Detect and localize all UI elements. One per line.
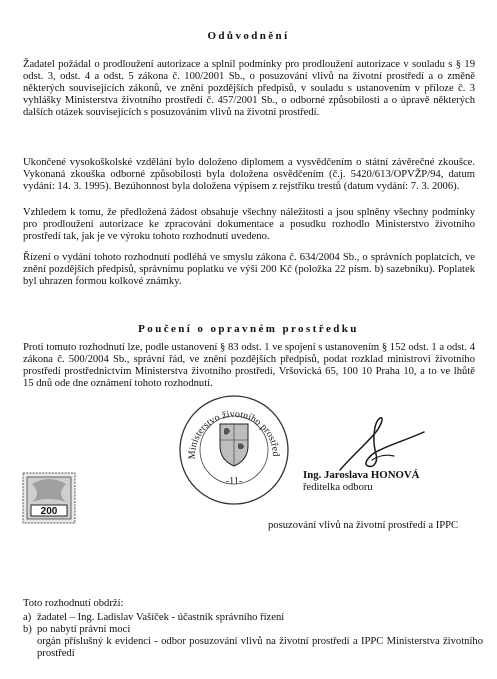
paragraph-4 xyxy=(23,252,475,288)
signatory-department: posuzování vlivů na životní prostředí a IPPC xyxy=(268,520,459,531)
signatory-role: ředitelka odboru xyxy=(303,482,373,493)
paragraph-2 xyxy=(23,157,475,193)
paragraph-text: Vzhledem k tomu, že předložená žádost obsahuje všechny náležitosti a jsou splněny všechny podmínky pro prodloužení autorizace ke zpracování dokumentace a posudku rozhodlo Ministerstvo životního prostředí tak, jak je ve výroku tohoto rozhodnutí uvedeno. xyxy=(23,207,475,243)
list-item xyxy=(23,612,483,624)
paragraph-text: Žadatel požádal o prodloužení autorizace a splnil podmínky pro prodloužení autorizace v souladu s § 19 odst. 3, odst. 4 a odst. 5 zákona č. 100/2001 Sb., o posuzování vlivů na životní prostředí a o změně některých souvisejících zákonů, ve znění pozdějších předpisů, v souladu s ustanovením v příloze č. 3 vyhlášky Ministerstva životního prostředí č. 457/2001 Sb., o odborné způsobilosti a o úpravě některých dalších otázek souvisejících s posuzováním vlivů na životní prostředí. xyxy=(23,59,475,119)
recipients-list xyxy=(23,598,483,660)
seal-number: -11- xyxy=(225,476,243,487)
section-heading-reasoning: Odůvodnění xyxy=(207,30,290,42)
list-item-subtext: orgán příslušný k evidenci - odbor posuzování vlivů na životní prostředí a IPPC Ministerstva životního prostředí xyxy=(37,636,483,660)
stamp-value: 200 xyxy=(40,506,58,517)
signatory-name: Ing. Jaroslava HONOVÁ xyxy=(303,469,420,481)
list-item xyxy=(23,624,483,636)
list-item-key: b) xyxy=(23,624,32,636)
paragraph-text: Řízení o vydání tohoto rozhodnutí podléhá ve smyslu zákona č. 634/2004 Sb., o správních poplatcích, ve znění pozdějších předpisů, správnímu poplatku ve výši 200 Kč (položka 22 písm. b) sazebníku). Poplatek byl uhrazen formou kolkové známky. xyxy=(23,252,475,288)
recipients-title: Toto rozhodnutí obdrží: xyxy=(23,598,124,609)
list-item-key: a) xyxy=(23,612,32,624)
section-heading-appeal: Poučení o opravném prostředku xyxy=(138,323,359,335)
paragraph-text: Proti tomuto rozhodnutí lze, podle ustanovení § 83 odst. 1 ve spojení s ustanovením § 152 odst. 1 a odst. 4 zákona č. 500/2004 Sb., správní řád, ve znění pozdějších předpisů, podat rozklad ministrovi životního prostředí prostřednictvím Ministerstva životního prostředí, Vršovická 65, 100 10 Praha 10, a to ve lhůtě 15 dnů ode dne oznámení tohoto rozhodnutí. xyxy=(23,342,475,390)
official-seal-icon xyxy=(178,394,290,506)
list-item-text: po nabytí právní moci xyxy=(37,624,131,636)
paragraph-text: Ukončené vysokoškolské vzdělání bylo doloženo diplomem a vysvědčením o státní závěrečné zkoušce. Vykonaná zkouška odborné způsobilosti byla doložena osvědčením (č.j. 5420/613/OPVŽP/94, datum vydání: 14. 3. 1995). Bezúhonnost byla doložena výpisem z rejstříku trestů (datum vydání: 7. 3. 2006). xyxy=(23,157,475,193)
seal-text: Ministerstvo životního prostřed xyxy=(186,408,282,460)
paragraph-1 xyxy=(23,59,475,119)
appeal-paragraph xyxy=(23,342,475,390)
list-item-text: žadatel – Ing. Ladislav Vašíček - účastník správního řízení xyxy=(37,612,285,624)
signature-icon xyxy=(332,410,432,478)
paragraph-3 xyxy=(23,207,475,243)
revenue-stamp-icon xyxy=(22,472,76,524)
